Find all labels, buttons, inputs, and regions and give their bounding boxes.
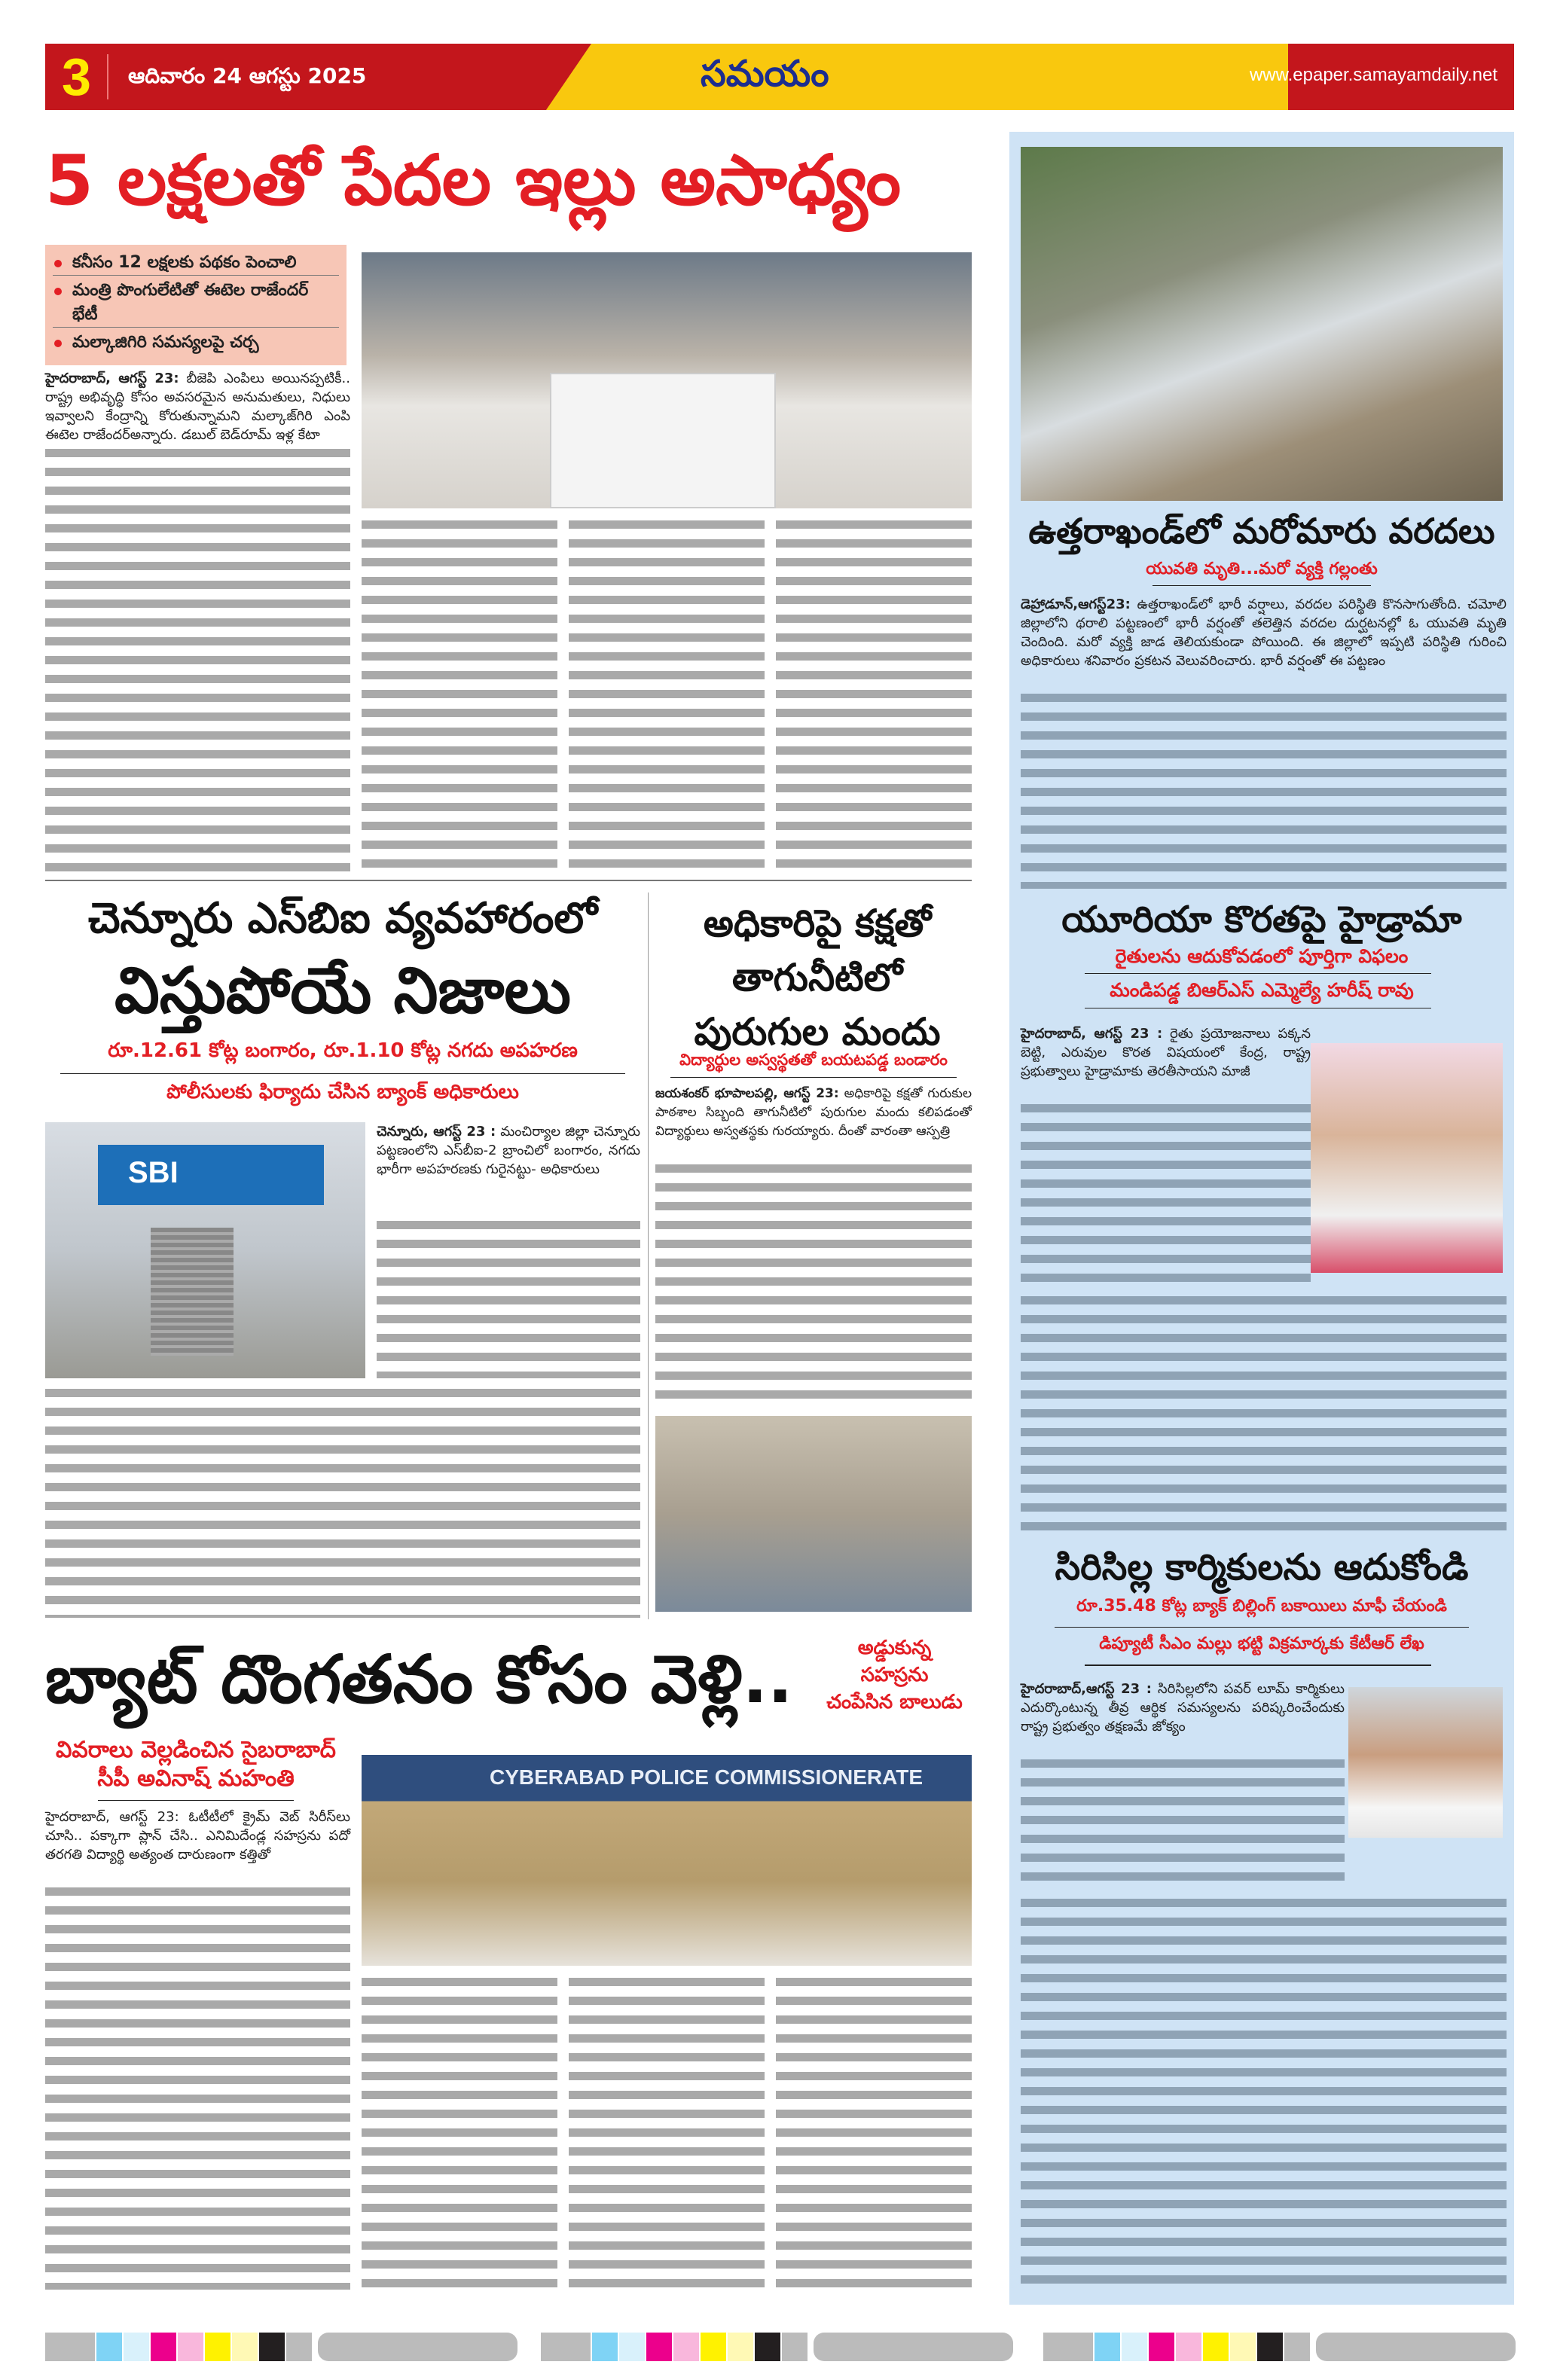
urea-body-full <box>1021 1292 1507 1540</box>
rule <box>1085 1664 1431 1666</box>
harish-rao-photo <box>1311 1043 1503 1273</box>
color-registration-bar <box>1043 2333 1516 2361</box>
flood-body-text: ఉత్తరాఖండ్‌లో భారీ వర్షాలు, వరదల పరిస్థితి కొనసాగుతోంది. చమోలి జిల్లాలోని థరాలి పట్టణంలో భారీ వర్షంతో తలెత్తిన వరదల దుర్ఘటనల్లో ఓ యువతి మృతి చెందింది. మరో వ్యక్తి జాడ తెలియకుండా పోయింది. ఈ జిల్లాలో ఇప్పటి పరిస్థితి గురించి అధికారులు శనివారం ప్రకటన వెలువరించారు. భారీ వర్షంతో ఈ పట్టణం <box>1021 597 1507 669</box>
sircilla-body-text: సిరిసిల్లలోని పవర్ లూమ్ కార్మికులు ఎదుర్కొంటున్న తీవ్ర ఆర్థిక సమస్యలను పరిష్కరించేందుకు రాష్ట్ర ప్రభుత్వం తక్షణమే జోక్యం <box>1021 1681 1345 1735</box>
masthead-divider <box>107 54 108 99</box>
bank-shutter <box>151 1228 234 1356</box>
ktr-photo <box>1348 1687 1503 1838</box>
section-divider <box>45 880 972 881</box>
gurukul-subhead: విద్యార్థుల అస్వస్థతతో బయటపడ్డ బండారం <box>679 1051 948 1069</box>
gurukul-dateline: జయశంకర్ భూపాలపల్లి, ఆగస్ట్ 23: <box>655 1086 839 1101</box>
chennur-headline-line1: చెన్నూరు ఎస్‌బిఐ వ్యవహారంలో <box>87 894 598 943</box>
podium <box>550 373 776 508</box>
rule <box>1085 973 1431 974</box>
gurukul-body-continued <box>655 1160 972 1408</box>
color-registration-bar <box>45 2333 517 2361</box>
chennur-body-text: మంచిర్యాల జిల్లా చెన్నూరు పట్టణంలోని ఎస్‌బీఐ-2 బ్రాంచిలో బంగారం, నగదు భారీగా అపహరణకు గురైనట్టు- అధికారులు <box>377 1124 640 1177</box>
bat-side-deck <box>817 1634 972 1716</box>
side-deck-line: చంపేసిన బాలుడు <box>826 1691 963 1713</box>
flood-dateline: డెహ్రాడూన్,ఆగస్ట్23: <box>1021 597 1131 612</box>
lead-body <box>45 369 350 444</box>
flood-body-continued <box>1021 689 1507 889</box>
bat-headline: బ్యాట్ దొంగతనం కోసం వెళ్లి.. <box>45 1640 793 1718</box>
hospital-students-photo <box>655 1416 972 1612</box>
urea-subhead2: మండిపడ్డ బిఆర్ఎస్ ఎమ్మెల్యే హరీష్ రావు <box>1110 979 1414 1001</box>
urea-body-text: రైతు ప్రయోజనాలు పక్కన బెట్టి, ఎరువుల కొరత విషయంలో కేంద్ర, రాష్ట్ర ప్రభుత్వాలు హైడ్రామాకు తెరతీసాయని మాజీ <box>1021 1026 1311 1079</box>
uttarakhand-flood-photo <box>1021 147 1503 501</box>
right-sidebar <box>1009 132 1514 2305</box>
lead-body-continued <box>45 444 350 874</box>
lead-body-col4 <box>776 516 972 874</box>
bat-body: హైదరాబాద్, ఆగస్ట్ 23: ఓటీటీలో క్రైమ్ వెబ్ సిరీస్‌లు చూసి.. పక్కాగా ప్లాన్ చేసి.. ఎనిమిదేండ్ల సహస్రను పదో తరగతి విద్యార్థి అత్యంత దారుణంగా కత్తితో <box>45 1809 350 1863</box>
sbi-branch-photo <box>45 1122 365 1378</box>
gurukul-body <box>655 1085 972 1141</box>
lead-bullet: మంత్రి పొంగులేటితో ఈటెల రాజేందర్ భేటీ <box>53 279 339 328</box>
bat-body-col2 <box>362 1973 557 2290</box>
sbi-sign-text: SBI <box>128 1156 179 1189</box>
lead-headline: 5 లక్షలతో పేదల ఇల్లు అసాధ్యం <box>45 140 901 221</box>
side-deck-line: సహస్రను <box>860 1664 929 1686</box>
urea-body-continued <box>1021 1100 1311 1288</box>
chennur-dateline: చెన్నూరు, ఆగస్ట్ 23 : <box>377 1124 496 1140</box>
urea-dateline: హైదరాబాద్, ఆగస్ట్ 23 : <box>1021 1026 1163 1042</box>
chennur-headline-line2: విస్తుపోయే నిజాలు <box>114 954 571 1027</box>
rule <box>1055 1627 1469 1628</box>
masthead <box>45 44 1514 110</box>
rule <box>60 1073 625 1074</box>
sircilla-subhead1: రూ.35.48 కోట్ల బ్యాక్ బిల్లింగ్ బకాయిలు మాఫీ చేయండి <box>1076 1597 1447 1616</box>
lead-photo <box>362 252 972 508</box>
bat-body-col4 <box>776 1973 972 2290</box>
gurukul-headline: అధికారిపై కక్షతో తాగునీటిలో పురుగుల మందు <box>694 902 941 1054</box>
epaper-url[interactable]: www.epaper.samayamdaily.net <box>1249 65 1497 85</box>
chennur-subhead2: పోలీసులకు ఫిర్యాదు చేసిన బ్యాంక్ అధికారులు <box>166 1081 519 1103</box>
chennur-body-continued <box>377 1216 640 1378</box>
chennur-body-full <box>45 1384 640 1618</box>
rule <box>1152 585 1371 586</box>
side-deck-line: అడ్డుకున్న <box>857 1637 932 1659</box>
urea-headline: యూరియా కొరతపై హైడ్రామా <box>1061 899 1462 941</box>
flood-subhead: యువతి మృతి...మరో వ్యక్తి గల్లంతు <box>1146 560 1378 578</box>
sircilla-dateline: హైదరాబాద్,ఆగస్ట్ 23 : <box>1021 1681 1152 1697</box>
issue-date: ఆదివారం 24 ఆగస్టు 2025 <box>128 63 367 88</box>
gurukul-body-text: అధికారిపై కక్షతో గురుకుల పాఠశాల సిబ్బంది తాగునీటిలో పురుగుల మందు కలిపడంతో విద్యార్థులు అస్వతస్థకు గురయ్యారు. దీంతో వారంతా ఆస్పత్రి <box>655 1086 972 1139</box>
rule <box>670 1077 957 1078</box>
masthead-yellow-band <box>546 44 1288 110</box>
lead-bullets <box>45 245 347 365</box>
column-divider <box>648 892 649 1619</box>
urea-subhead1: రైతులను ఆదుకోవడంలో పూర్తిగా విఫలం <box>1115 945 1409 967</box>
police-press-meet-photo <box>362 1755 972 1966</box>
flood-headline: ఉత్తరాఖండ్‌లో మరోమారు వరదలు <box>1028 511 1495 551</box>
bat-body-continued <box>45 1883 350 2290</box>
lead-body-col3 <box>569 516 765 874</box>
lead-bullet: మల్కాజిగిరి సమస్యలపై చర్చ <box>53 331 339 355</box>
sircilla-body <box>1021 1680 1345 1736</box>
sircilla-body-continued <box>1021 1755 1345 1890</box>
lead-dateline: హైదరాబాద్, ఆగస్ట్ 23: <box>45 371 179 386</box>
newspaper-logo: సమయం <box>701 53 829 95</box>
rule <box>98 1800 294 1801</box>
sircilla-subhead2: డిప్యూటీ సీఎం మల్లు భట్టి విక్రమార్కకు కేటీఆర్ లేఖ <box>1099 1634 1424 1653</box>
flood-body <box>1021 595 1507 670</box>
bat-subhead: వివరాలు వెల్లడించిన సైబరాబాద్ సీపీ అవినాష్ మహంతి <box>56 1737 336 1792</box>
lead-body-col2 <box>362 516 557 874</box>
page-number: 3 <box>62 47 91 106</box>
sircilla-headline: సిరిసిల్ల కార్మికులను ఆదుకోండి <box>1055 1546 1469 1588</box>
chennur-body <box>377 1122 640 1179</box>
bat-body-col3 <box>569 1973 765 2290</box>
chennur-subhead1: రూ.12.61 కోట్ల బంగారం, రూ.1.10 కోట్ల నగదు అపహరణ <box>108 1039 578 1062</box>
color-registration-bar <box>541 2333 1013 2361</box>
urea-body <box>1021 1024 1311 1081</box>
sircilla-body-full <box>1021 1894 1507 2290</box>
lead-bullet: కనీసం 12 లక్షలకు పథకం పెంచాలి <box>53 251 339 276</box>
lead-body-text: బీజెపి ఎంపిలు అయినప్పటికీ.. రాష్ట్ర అభివృద్ధి కోసం అవసరమైన అనుమతులు, నిధులు ఇవ్వాలని కేంద్రాన్ని కోరుతున్నామని మల్కాజ్‌గిరి ఎంపి ఈటెల రాజేందర్‌అన్నారు. డబుల్ బెడ్‌రూమ్ ఇళ్ల కేటా <box>45 371 350 443</box>
commissionerate-banner: CYBERABAD POLICE COMMISSIONERATE <box>490 1765 924 1789</box>
